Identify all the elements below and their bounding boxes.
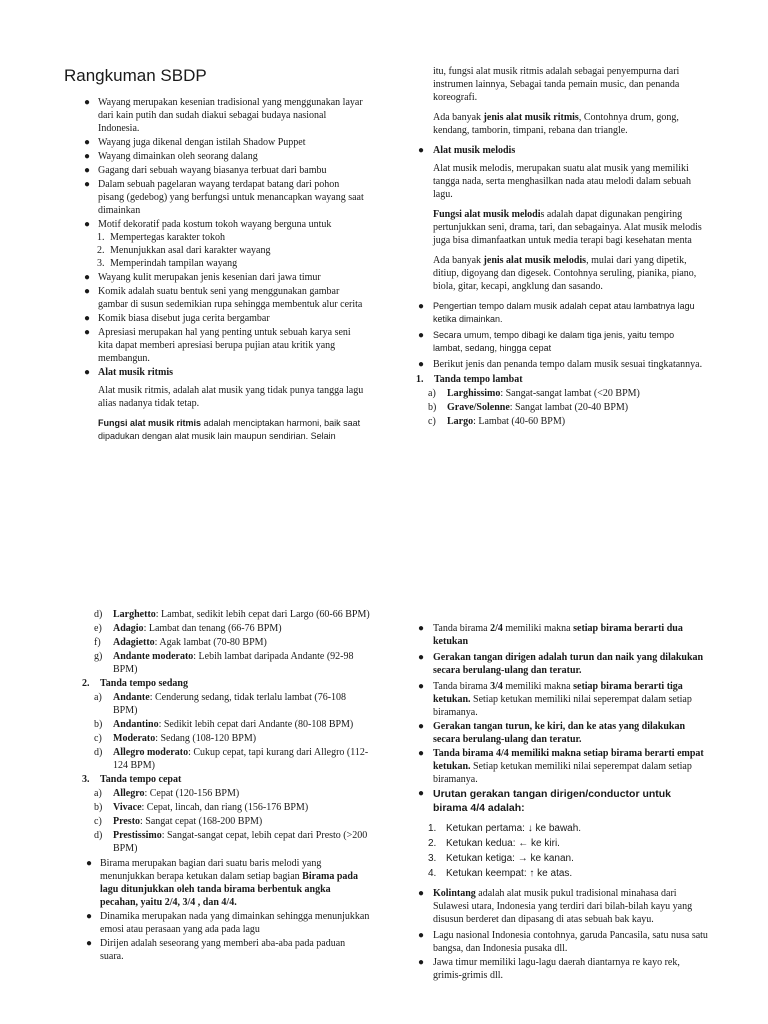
summary-list (64, 96, 366, 379)
list-item-text: Komik biasa disebut juga cerita bergambar (98, 313, 270, 324)
list-item (64, 96, 366, 135)
sublist-number: 1. (97, 232, 105, 243)
item-letter: e) (94, 623, 102, 634)
list-item (64, 164, 366, 177)
bold-text: 2/4 (490, 623, 503, 634)
tempo-term: Vivace (113, 802, 142, 813)
bullet-icon: ● (84, 219, 91, 230)
list-item (66, 937, 370, 963)
step-text: Ketukan kedua: ← ke kiri. (446, 838, 560, 849)
step-number: 2. (428, 838, 437, 849)
sublist-item (64, 257, 366, 270)
list-item-heading: Alat musik ritmis (98, 367, 173, 378)
tempo-lambat-sublist (416, 387, 706, 428)
bullet-icon: ● (418, 721, 425, 732)
list-item (416, 929, 708, 955)
list-item (416, 622, 708, 648)
numbered-item (82, 773, 370, 855)
tempo-term: Presto (113, 816, 141, 827)
step-number: 4. (428, 868, 437, 879)
tempo-lambat-list (416, 373, 706, 428)
numbered-item (416, 373, 706, 428)
bullet-icon: ● (84, 313, 91, 324)
list-item-text: Apresiasi merupakan hal yang penting untuk sebuah karya seni kita dapat memberi apresiasi berupa pujian atau kritik yang membangun. (98, 327, 351, 364)
list-item-text: Dirijen adalah seseorang yang memberi aba-aba pada paduan suara. (100, 938, 346, 962)
step-number: 1. (428, 823, 437, 834)
paragraph-jenis-ritmis (433, 111, 706, 137)
bullet-icon: ● (418, 930, 425, 941)
bullet-icon: ● (86, 938, 93, 949)
tempo-description: : Agak lambat (70-80 BPM) (154, 637, 267, 648)
step-text: Ketukan keempat: ↑ ke atas. (446, 868, 573, 879)
item-letter: b) (428, 402, 437, 413)
item-letter: a) (94, 692, 102, 703)
conductor-steps-list (416, 821, 708, 881)
item-letter: d) (94, 830, 103, 841)
list-item (64, 136, 366, 149)
bold-text: 3/4 (490, 681, 503, 692)
tempo-description: : Cenderung sedang, tidak terlalu lambat (76-108 BPM) (113, 692, 347, 716)
tempo-description: : Sangat cepat (168-200 BPM) (140, 816, 263, 827)
item-number: 1. (416, 374, 424, 385)
list-item-text: Jawa timur memiliki lagu-lagu daerah diantarnya re kayo rek, grimis-grimis dll. (433, 957, 680, 981)
bullet-icon: ● (84, 327, 91, 338)
tempo-description: : Lebih lambat daripada Andante (92-98 BPM) (113, 651, 354, 675)
list-item-text: Birama merupakan bagian dari suatu baris melodi yang menunjukkan berapa ketukan dalam setiap bagian (100, 858, 322, 882)
list-item-text: Tanda birama (433, 623, 491, 634)
tempo-term: Allegro (113, 788, 145, 799)
sublist-item (64, 231, 366, 244)
bullet-icon: ● (418, 788, 425, 799)
tempo-description: : Sedang (108-120 BPM) (155, 733, 257, 744)
list-item (64, 178, 366, 217)
item-letter: d) (94, 609, 103, 620)
tempo-description: : Sangat lambat (20-40 BPM) (509, 402, 629, 413)
list-item-text: Wayang kulit merupakan jenis kesenian dari jawa timur (98, 272, 321, 283)
sublist-text: Menunjukkan asal dari karakter wayang (110, 245, 271, 256)
tempo-term: Prestissimo (113, 830, 162, 841)
list-item-text: Urutan gerakan tangan dirigen/conductor untuk birama 4/4 adalah: (433, 788, 672, 814)
bold-text: Kolintang (433, 888, 476, 899)
item-letter: c) (428, 416, 436, 427)
tempo-term: Moderato (113, 733, 156, 744)
paragraph-melodis: Alat musik melodis, merupakan suatu alat musik yang memiliki tangga nada, serta menghasilkan nada atau melodi dalam sebuah lagu. (433, 163, 691, 200)
step-item (416, 821, 708, 836)
list-item-heading: Tanda tempo sedang (100, 678, 188, 689)
tempo-description: : Sangat-sangat cepat, lebih cepat dari Presto (>200 BPM) (113, 830, 368, 854)
tempo-description: : Cepat (120-156 BPM) (144, 788, 240, 799)
list-item-text: Gagang dari sebuah wayang biasanya terbuat dari bambu (98, 165, 327, 176)
sublist-item (416, 387, 706, 400)
step-item (416, 851, 708, 866)
list-item (416, 144, 706, 157)
paragraph-jenis-melodis (433, 254, 706, 293)
sublist-text: Mempertegas karakter tokoh (110, 232, 225, 243)
tempo-description: : Cepat, lincah, dan riang (156-176 BPM) (141, 802, 309, 813)
paragraph-text: Ada banyak (433, 255, 484, 266)
list-item (416, 787, 708, 815)
tempo-term: Larghissimo (447, 388, 501, 399)
tempo-description: : Lambat, sedikit lebih cepat dari Largo (60-66 BPM) (155, 609, 370, 620)
item-letter: a) (428, 388, 436, 399)
list-item-text: adalah alat musik pukul tradisional minahasa dari Sulawesi utara, Indonesia yang terdiri dari bilah-bilah kayu yang disusun berderet dan dipasang di atas sebuah bak kayu. (433, 888, 693, 925)
list-item-text: Wayang juga dikenal dengan istilah Shadow Puppet (98, 137, 306, 148)
bold-text: jenis alat musik melodis (483, 255, 587, 266)
tempo-term: Allegro moderato (113, 747, 189, 758)
birama-notes-list (416, 622, 708, 815)
page-title: Rangkuman SBDP (64, 66, 207, 85)
sublist-number: 3. (97, 258, 105, 269)
music-facts-list (416, 887, 708, 982)
sublist-item (82, 636, 370, 649)
sublist-number: 2. (97, 245, 105, 256)
list-item-text: Wayang dimainkan oleh seorang dalang (98, 151, 258, 162)
melodis-list (416, 144, 706, 157)
sublist-item (82, 801, 370, 814)
bullet-icon: ● (84, 272, 91, 283)
list-item (66, 910, 370, 936)
list-item (416, 300, 706, 326)
sublist-item (82, 732, 370, 745)
list-item-text: memiliki makna (502, 623, 574, 634)
list-item-text: memiliki makna (502, 681, 574, 692)
page1-left-column (64, 66, 366, 450)
list-item-text: Tanda birama (433, 681, 491, 692)
list-item (416, 680, 708, 719)
sublist-item (82, 650, 370, 676)
sublist-item (82, 829, 370, 855)
tempo-term: Adagietto (113, 637, 155, 648)
document-page-2 (0, 590, 768, 1024)
list-item-heading: Tanda tempo lambat (434, 374, 523, 385)
sublist-item (82, 718, 370, 731)
bullet-icon: ● (84, 367, 91, 378)
list-item-text: Wayang merupakan kesenian tradisional yang menggunakan layar dari kain putih dan sudah diakui sebagai budaya nasional Indonesia. (98, 97, 363, 134)
list-item (66, 857, 370, 909)
bullet-icon: ● (84, 165, 91, 176)
bold-text: Gerakan tangan turun, ke kiri, dan ke atas yang dilakukan secara berulang-ulang dan teratur. (433, 721, 686, 745)
bold-text: Birama pada lagu ditunjukkan oleh tanda birama berbentuk angka pecahan, yaitu 2/4, 3/4 , dan 4/4. (100, 871, 358, 908)
tempo-description: : Sedikit lebih cepat dari Andante (80-108 BPM) (158, 719, 354, 730)
tempo-term: Grave/Solenne (447, 402, 510, 413)
list-item-text: Lagu nasional Indonesia contohnya, garuda Pancasila, satu nusa satu bangsa, dan Indonesia pusaka dll. (433, 930, 708, 954)
step-text: Ketukan ketiga: → ke kanan. (446, 853, 574, 864)
list-item (416, 956, 708, 982)
bullet-icon: ● (84, 286, 91, 297)
sublist-item (82, 608, 370, 621)
list-item-text: Setiap ketukan memiliki nilai seperempat dalam setiap biramanya. (433, 694, 692, 718)
bullet-icon: ● (418, 359, 425, 370)
bold-text: setiap birama berarti tiga ketukan. (433, 681, 683, 705)
tempo-term: Adagio (113, 623, 144, 634)
item-letter: a) (94, 788, 102, 799)
paragraph-fungsi-ritmis (98, 417, 366, 443)
list-item (64, 285, 366, 311)
paragraph-text: s adalah dapat digunakan pengiring pertunjukkan seni, drama, tari, dan sebagainya. Alat musik melodis juga bisa dimanfaatkan untuk media terapi bagi kesehatan menta (433, 209, 702, 246)
paragraph-continuation: itu, fungsi alat musik ritmis adalah sebagai penyempurna dari instrumen lainnya, Sebagai tanda pemain music, dan penanda koreografi. (433, 66, 680, 103)
bullet-icon: ● (84, 97, 91, 108)
paragraph-text: adalah menciptakan harmoni, baik saat dipadukan dengan alat musik lain maupun sendirian. Selain (98, 418, 361, 441)
tempo-description: : Lambat dan tenang (66-76 BPM) (143, 623, 282, 634)
bullet-icon: ● (418, 330, 425, 341)
bold-text: Tanda birama 4/4 memiliki makna setiap birama berarti empat ketukan. (433, 748, 704, 772)
tempo-term: Andante (113, 692, 150, 703)
tempo-sedang-cepat-list (82, 677, 370, 855)
costume-motif-sublist (64, 231, 366, 270)
list-item (64, 326, 366, 365)
list-item (416, 720, 708, 746)
bullet-icon: ● (84, 151, 91, 162)
item-number: 3. (82, 774, 90, 785)
list-item-text: Dinamika merupakan nada yang dimainkan sehingga menunjukkan emosi atau perasaan yang ada pada lagu (100, 911, 370, 935)
tempo-cepat-sublist (82, 787, 370, 855)
item-letter: f) (94, 637, 101, 648)
list-item (416, 329, 706, 355)
bullet-icon: ● (418, 957, 425, 968)
bold-text: Gerakan tangan dirigen adalah turun dan naik yang dilakukan secara berulang-ulang dan teratur. (433, 652, 704, 676)
bullet-icon: ● (418, 623, 425, 634)
page1-right-column (416, 65, 706, 429)
item-letter: b) (94, 719, 103, 730)
tempo-sedang-sublist (82, 691, 370, 772)
tempo-description: : Sangat-sangat lambat (<20 BPM) (500, 388, 640, 399)
paragraph-fungsi-melodis (433, 208, 706, 247)
paragraph-ritmis: Alat musik ritmis, adalah alat musik yang tidak punya tangga lagu alias nadanya tidak tetap. (98, 385, 364, 409)
list-item (64, 218, 366, 270)
bullet-icon: ● (418, 888, 425, 899)
sublist-item (82, 815, 370, 828)
birama-list (66, 857, 370, 963)
tempo-description: : Lambat (40-60 BPM) (473, 416, 566, 427)
item-letter: c) (94, 816, 102, 827)
bullet-icon: ● (418, 301, 425, 312)
list-item-heading: Tanda tempo cepat (100, 774, 182, 785)
bullet-icon: ● (418, 681, 425, 692)
bullet-icon: ● (418, 748, 425, 759)
list-item (416, 747, 708, 786)
sublist-item (82, 787, 370, 800)
list-item-text: Berikut jenis dan penanda tempo dalam musik sesuai tingkatannya. (433, 359, 703, 370)
list-item-text: Dalam sebuah pagelaran wayang terdapat batang dari pohon pisang (gedebog) yang berfungsi untuk menancapkan wayang saat dimainkan (98, 179, 364, 216)
list-item-text: Motif dekoratif pada kostum tokoh wayang berguna untuk (98, 219, 332, 230)
sublist-item (64, 244, 366, 257)
list-item-text: Secara umum, tempo dibagi ke dalam tiga jenis, yaitu tempo lambat, sedang, hingga cepat (433, 330, 675, 353)
sublist-text: Memperindah tampilan wayang (110, 258, 238, 269)
list-item (64, 150, 366, 163)
bullet-icon: ● (84, 137, 91, 148)
paragraph-text: Ada banyak (433, 112, 484, 123)
page2-right-column (416, 622, 708, 983)
tempo-term: Andantino (113, 719, 159, 730)
bold-text: jenis alat musik ritmis (483, 112, 579, 123)
bold-text: Fungsi alat musik ritmis (98, 418, 202, 428)
list-item (416, 651, 708, 677)
bullet-icon: ● (86, 911, 93, 922)
tempo-lambat-continued-list (82, 608, 370, 676)
bullet-icon: ● (418, 145, 425, 156)
bullet-icon: ● (86, 858, 93, 869)
step-item (416, 866, 708, 881)
tempo-term: Larghetto (113, 609, 156, 620)
sublist-item (82, 622, 370, 635)
bold-text: Fungsi alat musik melodi (433, 209, 541, 220)
bullet-icon: ● (418, 652, 425, 663)
list-item-text: Komik adalah suatu bentuk seni yang menggunakan gambar gambar di susun sedemikian rupa sehingga membentuk alur cerita (98, 286, 363, 310)
tempo-list (416, 300, 706, 371)
tempo-term: Andante moderato (113, 651, 194, 662)
item-letter: g) (94, 651, 103, 662)
list-item (64, 312, 366, 325)
list-item-text: Pengertian tempo dalam musik adalah cepat atau lambatnya lagu ketika dimainkan. (433, 301, 695, 324)
sublist-item (416, 401, 706, 414)
list-item-heading: Alat musik melodis (433, 145, 516, 156)
tempo-description: : Cukup cepat, tapi kurang dari Allegro (112-124 BPM) (113, 747, 369, 771)
sublist-item (416, 415, 706, 428)
item-letter: c) (94, 733, 102, 744)
page2-left-column (82, 607, 370, 964)
item-number: 2. (82, 678, 90, 689)
list-item (64, 271, 366, 284)
bullet-icon: ● (84, 179, 91, 190)
list-item-text: Setiap ketukan memiliki nilai seperempat dalam setiap biramanya. (433, 761, 692, 785)
item-letter: d) (94, 747, 103, 758)
tempo-term: Largo (447, 416, 474, 427)
step-item (416, 836, 708, 851)
item-letter: b) (94, 802, 103, 813)
sublist-item (82, 691, 370, 717)
numbered-item (82, 677, 370, 772)
list-item (64, 366, 366, 379)
list-item (416, 887, 708, 926)
paragraph-text: , Contohnya drum, gong, kendang, tamborin, timpani, rebana dan triangle. (433, 112, 679, 136)
paragraph-text: , mulai dari yang dipetik, ditiup, digoyang dan digesek. Contohnya seruling, pianika, piano, biola, gitar, kecapi, angklung dan sasando. (433, 255, 697, 292)
step-number: 3. (428, 853, 437, 864)
bold-text: setiap birama berarti dua ketukan (433, 623, 683, 647)
step-text: Ketukan pertama: ↓ ke bawah. (446, 823, 582, 834)
sublist-item (82, 746, 370, 772)
list-item (416, 358, 706, 371)
